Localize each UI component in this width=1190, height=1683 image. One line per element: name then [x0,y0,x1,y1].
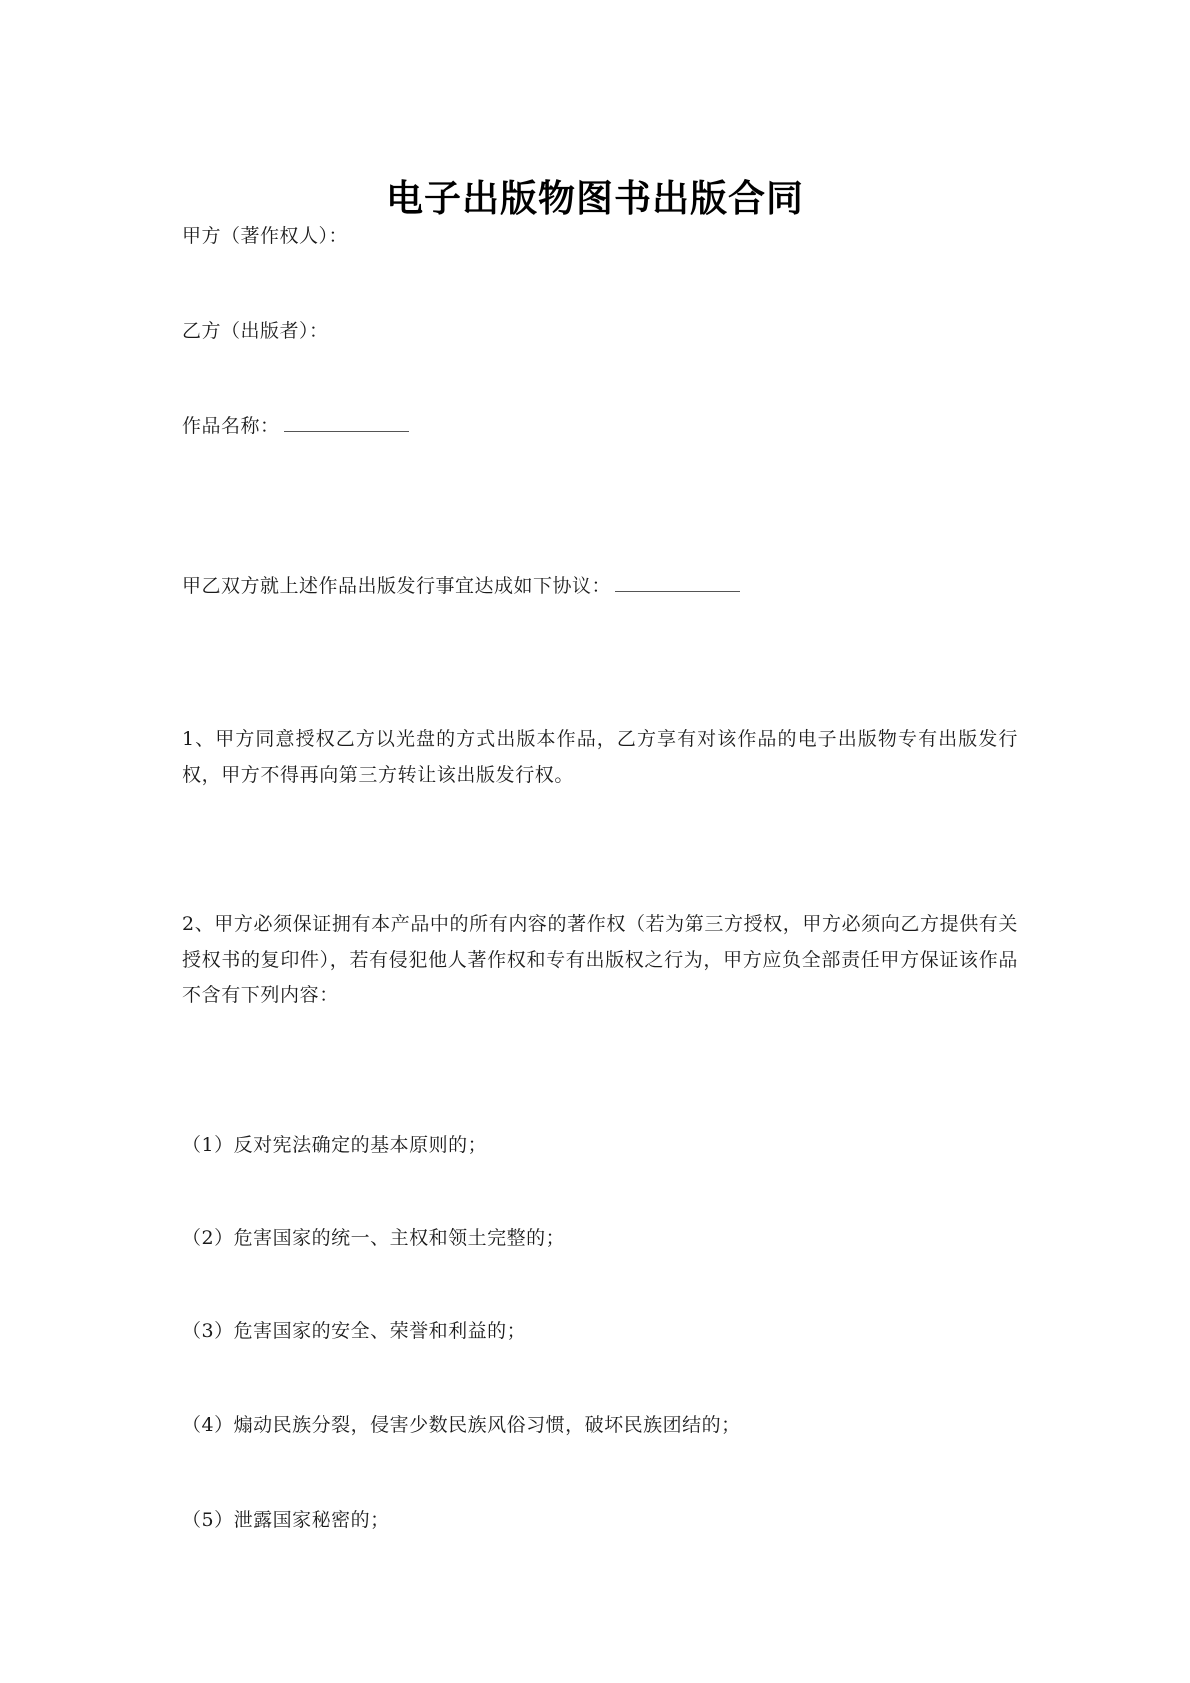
prohibited-item-2: （2）危害国家的统一、主权和领土完整的； [182,1227,566,1249]
prohibited-item-1: （1）反对宪法确定的基本原则的； [182,1134,488,1156]
work-name-row [182,408,1022,444]
party-b-label: 乙方（出版者）： [182,320,329,342]
document-title: 电子出版物图书出版合同 [386,177,804,220]
clause-1: 1、甲方同意授权乙方以光盘的方式出版本作品，乙方享有对该作品的电子出版物专有出版发行权，甲方不得再向第三方转让该出版发行权。 [182,728,1018,786]
agreement-intro-row [182,568,1022,604]
agreement-intro-text: 甲乙双方就上述作品出版发行事宜达成如下协议： [182,575,612,597]
prohibited-item-3: （3）危害国家的安全、荣誉和利益的； [182,1320,527,1342]
agreement-intro-blank [615,573,740,592]
work-name-label: 作品名称： [182,415,280,437]
party-a-label: 甲方（著作权人）： [182,225,349,247]
clause-2: 2、甲方必须保证拥有本产品中的所有内容的著作权（若为第三方授权，甲方必须向乙方提供有关授权书的复印件），若有侵犯他人著作权和专有出版权之行为，甲方应负全部责任甲方保证该作品不含有下列内容： [182,913,1018,1006]
prohibited-item-5: （5）泄露国家秘密的； [182,1509,390,1531]
work-name-blank [284,413,409,432]
prohibited-item-4: （4）煽动民族分裂，侵害少数民族风俗习惯，破坏民族团结的； [182,1414,741,1436]
